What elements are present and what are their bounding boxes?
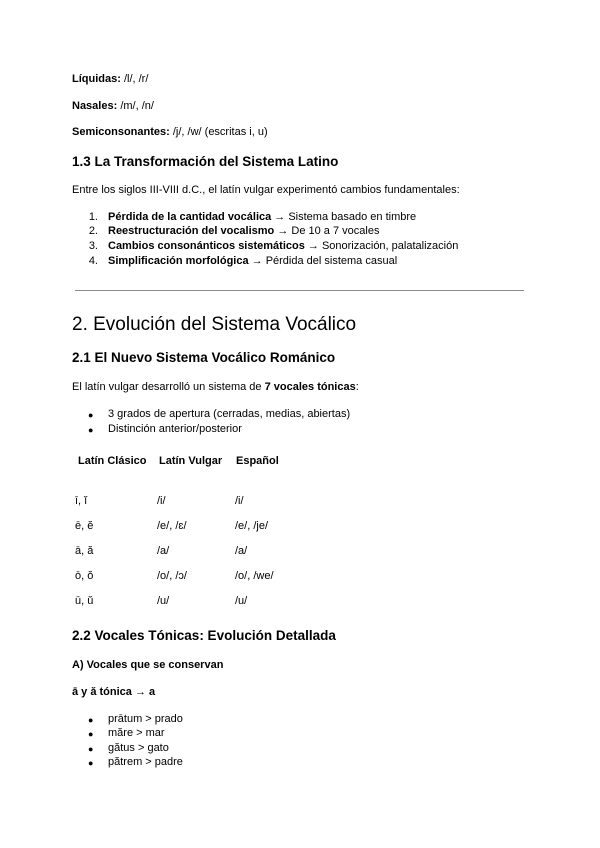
example-text: prātum > prado [108,713,183,725]
table-cell: /a/ [157,545,170,557]
table-cell: /e/, /ɛ/ [157,520,187,532]
nasales-value: /m/, /n/ [117,100,154,112]
list-item-bold: Pérdida de la cantidad vocálica [108,211,272,223]
list-item-rest: → Pérdida del sistema casual [248,255,398,267]
list-number: 2. [88,225,98,237]
table-cell: ī, ĭ [75,495,88,507]
list-item-bold: Simplificación morfológica [108,255,249,267]
table-header: Latín Clásico [78,455,147,467]
table-cell: /e/, /je/ [235,520,269,532]
intro-bold-text: 7 vocales tónicas [264,381,356,393]
bullet-text: Distinción anterior/posterior [108,423,242,435]
section-1-3-heading: 1.3 La Transformación del Sistema Latino [72,154,339,169]
subsection-a-heading: A) Vocales que se conservan [72,659,224,671]
list-number: 1. [88,211,98,223]
table-cell: /a/ [235,545,248,557]
nasales-line [72,99,154,113]
list-number: 3. [88,240,98,252]
table-cell: /i/ [235,495,244,507]
section-1-3-intro: Entre los siglos III-VIII d.C., el latín vulgar experimentó cambios fundamentales: [72,184,460,196]
list-item-rest: → Sistema basado en timbre [271,211,417,223]
table-cell: ū, ŭ [75,595,94,607]
bullet-text: 3 grados de apertura (cerradas, medias, abiertas) [108,408,351,420]
table-header: Español [236,455,279,467]
section-2-1-intro [72,380,359,394]
table-cell: /i/ [157,495,166,507]
bullet-icon: ● [88,744,94,754]
semiconsonantes-label: Semiconsonantes: [72,126,170,138]
table-cell: ā, ă [75,545,94,557]
section-2-1-heading: 2.1 El Nuevo Sistema Vocálico Románico [72,350,336,365]
section-2-2-heading: 2.2 Vocales Tónicas: Evolución Detallada [72,628,336,643]
example-text: pătrem > padre [108,756,183,768]
table-cell: /o/, /we/ [235,570,274,582]
list-item-rest: → Sonorización, palatalización [304,240,459,252]
subsection-a1-heading: ā y ă tónica → a [72,686,156,698]
section-2-heading: 2. Evolución del Sistema Vocálico [72,314,357,335]
list-item-bold: Reestructuración del vocalismo [108,225,275,237]
example-text: gătus > gato [108,742,169,754]
semiconsonantes-line [72,125,268,139]
liquidas-value: /l/, /r/ [120,73,149,85]
bullet-icon: ● [88,758,94,768]
list-item-bold: Cambios consonánticos sistemáticos [108,240,305,252]
table-cell: /u/ [235,595,248,607]
example-text: măre > mar [108,727,165,739]
intro-end-text: : [355,381,359,393]
liquidas-label: Líquidas: [72,73,121,85]
list-number: 4. [88,255,98,267]
nasales-label: Nasales: [72,100,118,112]
intro-text: El latín vulgar desarrolló un sistema de [72,381,265,393]
horizontal-divider [75,290,524,291]
bullet-icon: ● [88,729,94,739]
semiconsonantes-value: /j/, /w/ (escritas i, u) [169,126,268,138]
table-cell: /u/ [157,595,170,607]
table-cell: ē, ĕ [75,520,94,532]
bullet-icon: ● [88,715,94,725]
liquidas-line [72,72,148,86]
table-cell: /o/, /ɔ/ [157,570,187,582]
table-cell: ō, ŏ [75,570,94,582]
table-header: Latín Vulgar [159,455,223,467]
bullet-icon: ● [88,410,94,420]
list-item-rest: → De 10 a 7 vocales [274,225,380,237]
bullet-icon: ● [88,425,94,435]
